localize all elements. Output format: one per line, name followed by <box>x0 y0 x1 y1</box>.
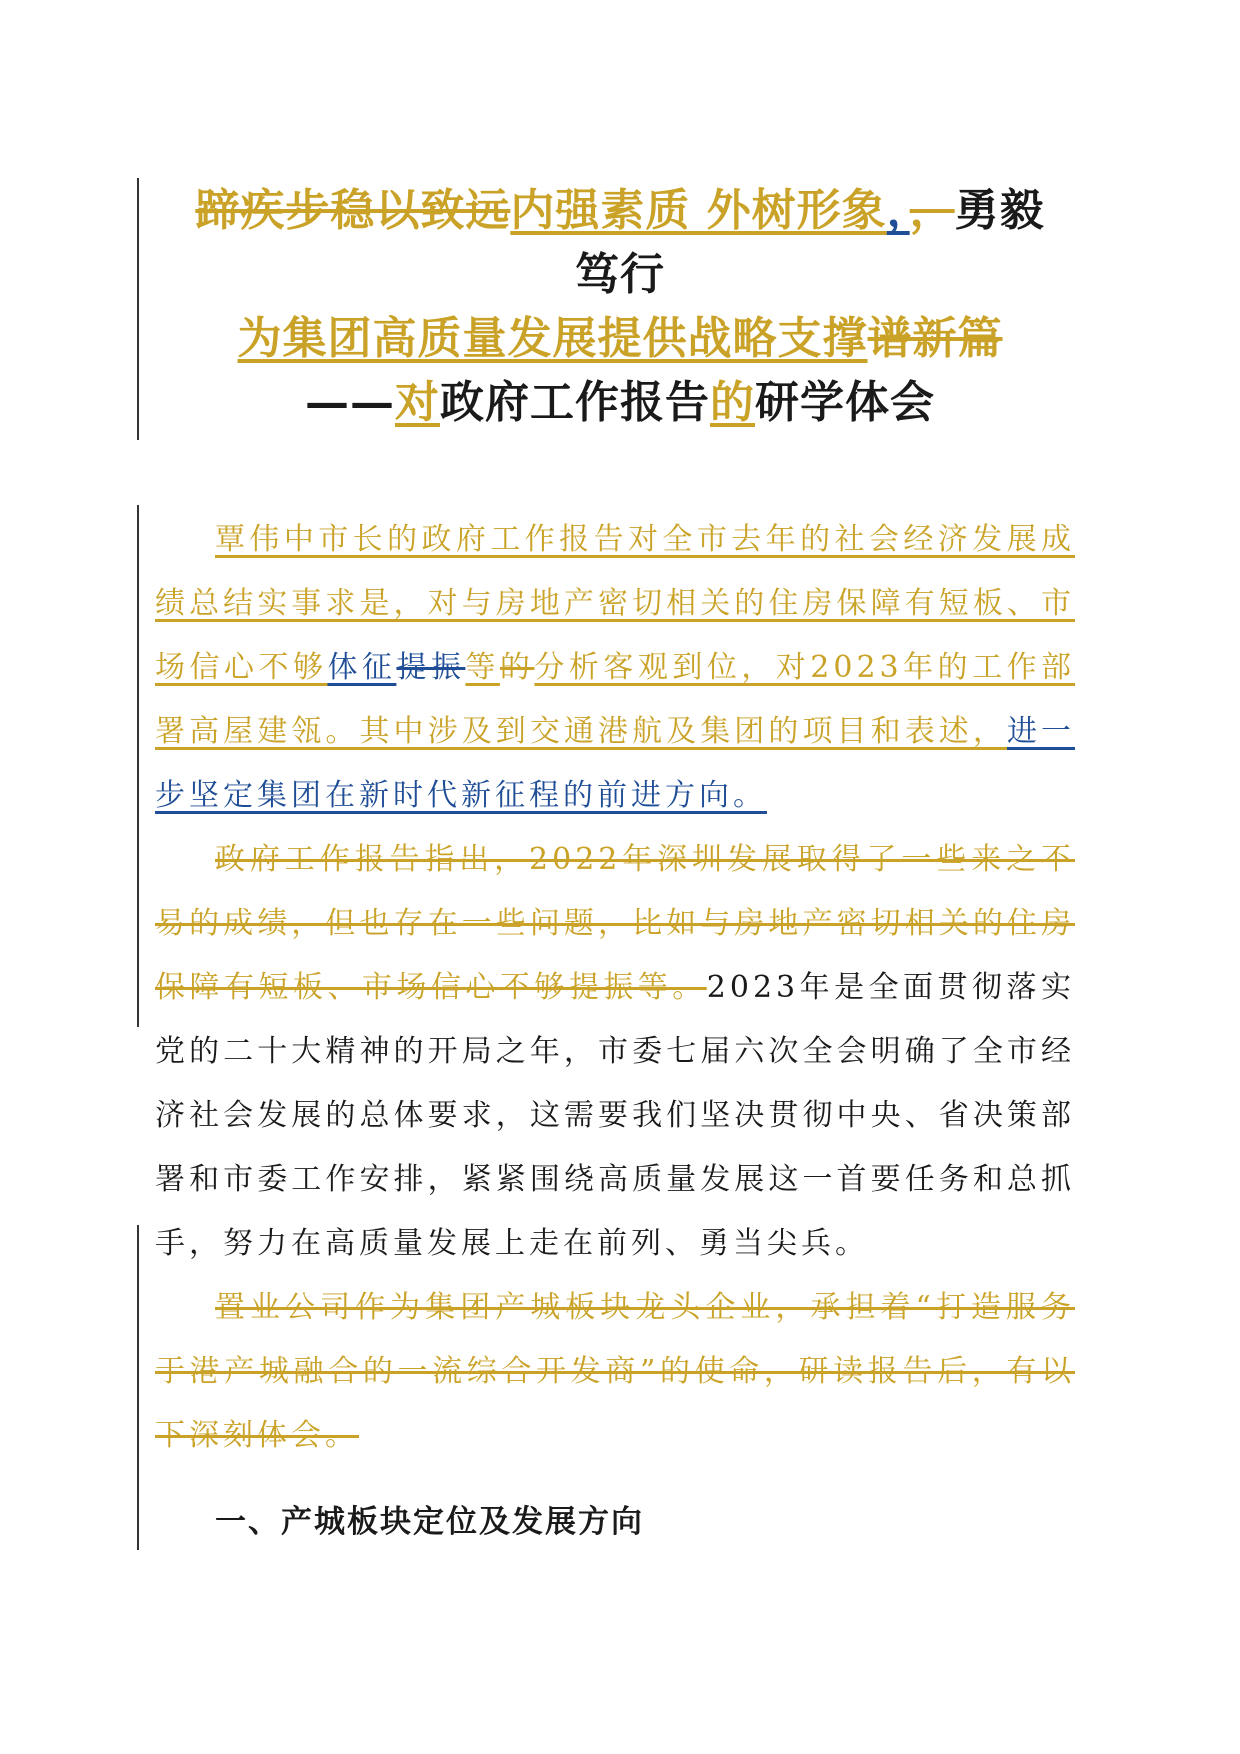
title-line-3 <box>150 308 1090 370</box>
title-inserted-text: 为集团高质量发展提供战略支撑 <box>237 313 868 364</box>
inserted-text: 等 <box>465 650 500 685</box>
paragraph-2 <box>155 828 1075 1276</box>
body-text <box>155 508 1075 1468</box>
subtitle-text: 研学体会 <box>755 377 935 428</box>
inserted-text: 体征 <box>327 650 397 685</box>
subtitle-text: 政府工作报告 <box>440 377 710 428</box>
change-bar <box>137 178 139 440</box>
subtitle-inserted-char: 对 <box>395 377 440 428</box>
paragraph-3 <box>155 1276 1075 1468</box>
title-inserted-comma: ， <box>886 185 910 236</box>
subtitle-inserted-char: 的 <box>710 377 755 428</box>
inserted-text: 分析客观到位，对2023年的工作部署高屋建瓴。其中涉及到交通港航及集团的项目和表述， <box>155 650 1076 749</box>
title-line-2 <box>150 244 1090 306</box>
inserted-text: 覃伟中市长的政府工作报告对全市去年的社会经济发展成绩总结实事求是，对与房地产密切相关的住房保障有短板、市场信心不够 <box>155 522 1075 685</box>
change-bar <box>137 1225 139 1550</box>
deleted-text: 政府工作报告指出，2022年深圳发展取得了一些来之不易的成绩，但也存在一些问题，比如与房地产密切相关的住房保障有短板、市场信心不够提振等。 <box>155 842 1075 1005</box>
title-text: 笃行 <box>575 249 665 300</box>
title-line-4 <box>150 372 1090 434</box>
deleted-text: 提振 <box>396 650 466 685</box>
deleted-text: 的 <box>499 650 535 685</box>
paragraph-1 <box>155 508 1075 828</box>
paragraph-text: 2023年是全面贯彻落实党的二十大精神的开局之年，市委七届六次全会明确了全市经济社会发展的总体要求，这需要我们坚决贯彻中央、省决策部署和市委工作安排，紧紧围绕高质量发展这一首要任务和总抓手，努力在高质量发展上走在前列、勇当尖兵。 <box>155 970 1075 1261</box>
title-deleted-text: 蹄疾步稳以致远 <box>195 185 511 236</box>
change-bar <box>137 505 139 1027</box>
title-text: 勇毅 <box>954 185 1045 236</box>
title-deleted-text: 谱新篇 <box>867 313 1003 364</box>
subtitle-dash: —— <box>305 377 395 428</box>
title-inserted-text: 内强素质 外树形象 <box>510 185 887 236</box>
section-heading: 一、产城板块定位及发展方向 <box>215 1504 644 1540</box>
title-deleted-comma: ， <box>909 185 955 236</box>
inserted-text: 进一步坚定集团在新时代新征程的前进方向。 <box>155 714 1076 813</box>
deleted-text: 置业公司作为集团产城板块龙头企业，承担着“打造服务于港产城融合的一流综合开发商”的使命，研读报告后，有以下深刻体会。 <box>155 1290 1075 1453</box>
title-line-1 <box>150 180 1090 242</box>
